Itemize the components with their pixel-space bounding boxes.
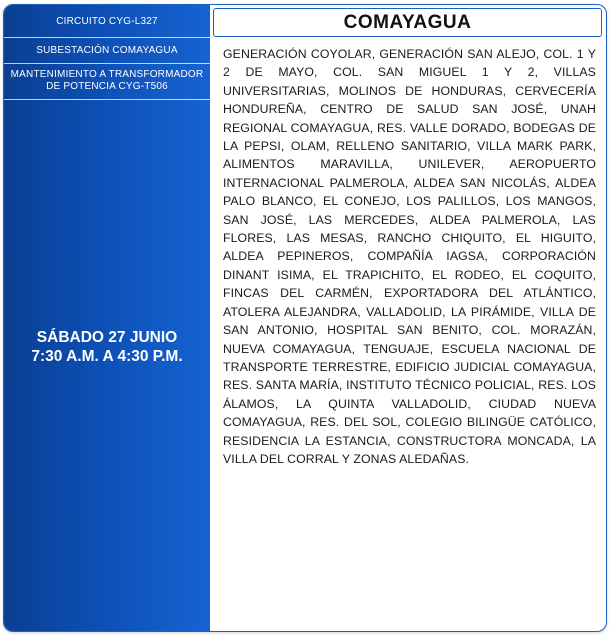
schedule-time: 7:30 A.M. A 4:30 P.M. bbox=[31, 348, 183, 365]
left-info-panel bbox=[4, 5, 210, 631]
schedule-date: SÁBADO 27 JUNIO bbox=[36, 329, 178, 346]
affected-zones-text: GENERACIÓN COYOLAR, GENERACIÓN SAN ALEJO, COL. 1 Y 2 DE MAYO, COL. SAN MIGUEL 1 Y 2, VILLAS UNIVERSITARIAS, MOLINOS DE HONDURAS, CERVECERÍA HONDUREÑA, CENTRO DE SALUD SAN JOSÉ, UNAH REGIONAL COMAYAGUA, RES. VALLE DORADO, BODEGAS DE LA PEPSI, OLAM, RELLENO SANITARIO, VILLA MARK PARK, ALIMENTOS MARAVILLA, UNILEVER, AEROPUERTO INTERNACIONAL PALMEROLA, ALDEA SAN NICOLÁS, ALDEA PALO BLANCO, EL CONEJO, LOS PALILLOS, LOS MANGOS, SAN JOSÉ, LAS MERCEDES, ALDEA PALMEROLA, LAS FLORES, LAS MESAS, RANCHO CHIQUITO, EL HIGUITO, ALDEA PEPINEROS, COMPAÑÍA IAGSA, CORPORACIÓN DINANT ISIMA, EL TRAPICHITO, EL RODEO, EL COQUITO, FINCAS DEL CARMÉN, EXPORTADORA DEL ATLÁNTICO, ATOLERA ALEJANDRA, VALLADOLID, LA PIRÁMIDE, VILLA DE SAN ANTONIO, HOSPITAL SAN BENITO, COL. MORAZÁN, NUEVA COMAYAGUA, TENGUAJE, ESCUELA NACIONAL DE TRANSPORTE TERRESTRE, EDIFICIO JUDICIAL COMAYAGUA, RES. SANTA MARÍA, INSTITUTO TÉCNICO POLICIAL, RES. LOS ÁLAMOS, LA QUINTA VALLADOLID, CIUDAD NUEVA COMAYAGUA, RES. DEL SOL, COLEGIO BILINGÜE CATÓLICO, RESIDENCIA LA ESTANCIA, CONSTRUCTORA MONCADA, LA VILLA DEL CORRAL Y ZONAS ALEDAÑAS. bbox=[223, 47, 596, 466]
schedule-block bbox=[4, 328, 210, 366]
maintenance-label: MANTENIMIENTO A TRANSFORMADOR DE POTENCIA CYG-T506 bbox=[4, 64, 210, 100]
substation-label: SUBESTACIÓN COMAYAGUA bbox=[4, 38, 210, 64]
outage-notice-card bbox=[3, 4, 607, 632]
city-title: COMAYAGUA bbox=[213, 8, 602, 37]
circuit-label: CIRCUITO CYG-L327 bbox=[4, 5, 210, 38]
right-zones-panel bbox=[210, 5, 606, 631]
